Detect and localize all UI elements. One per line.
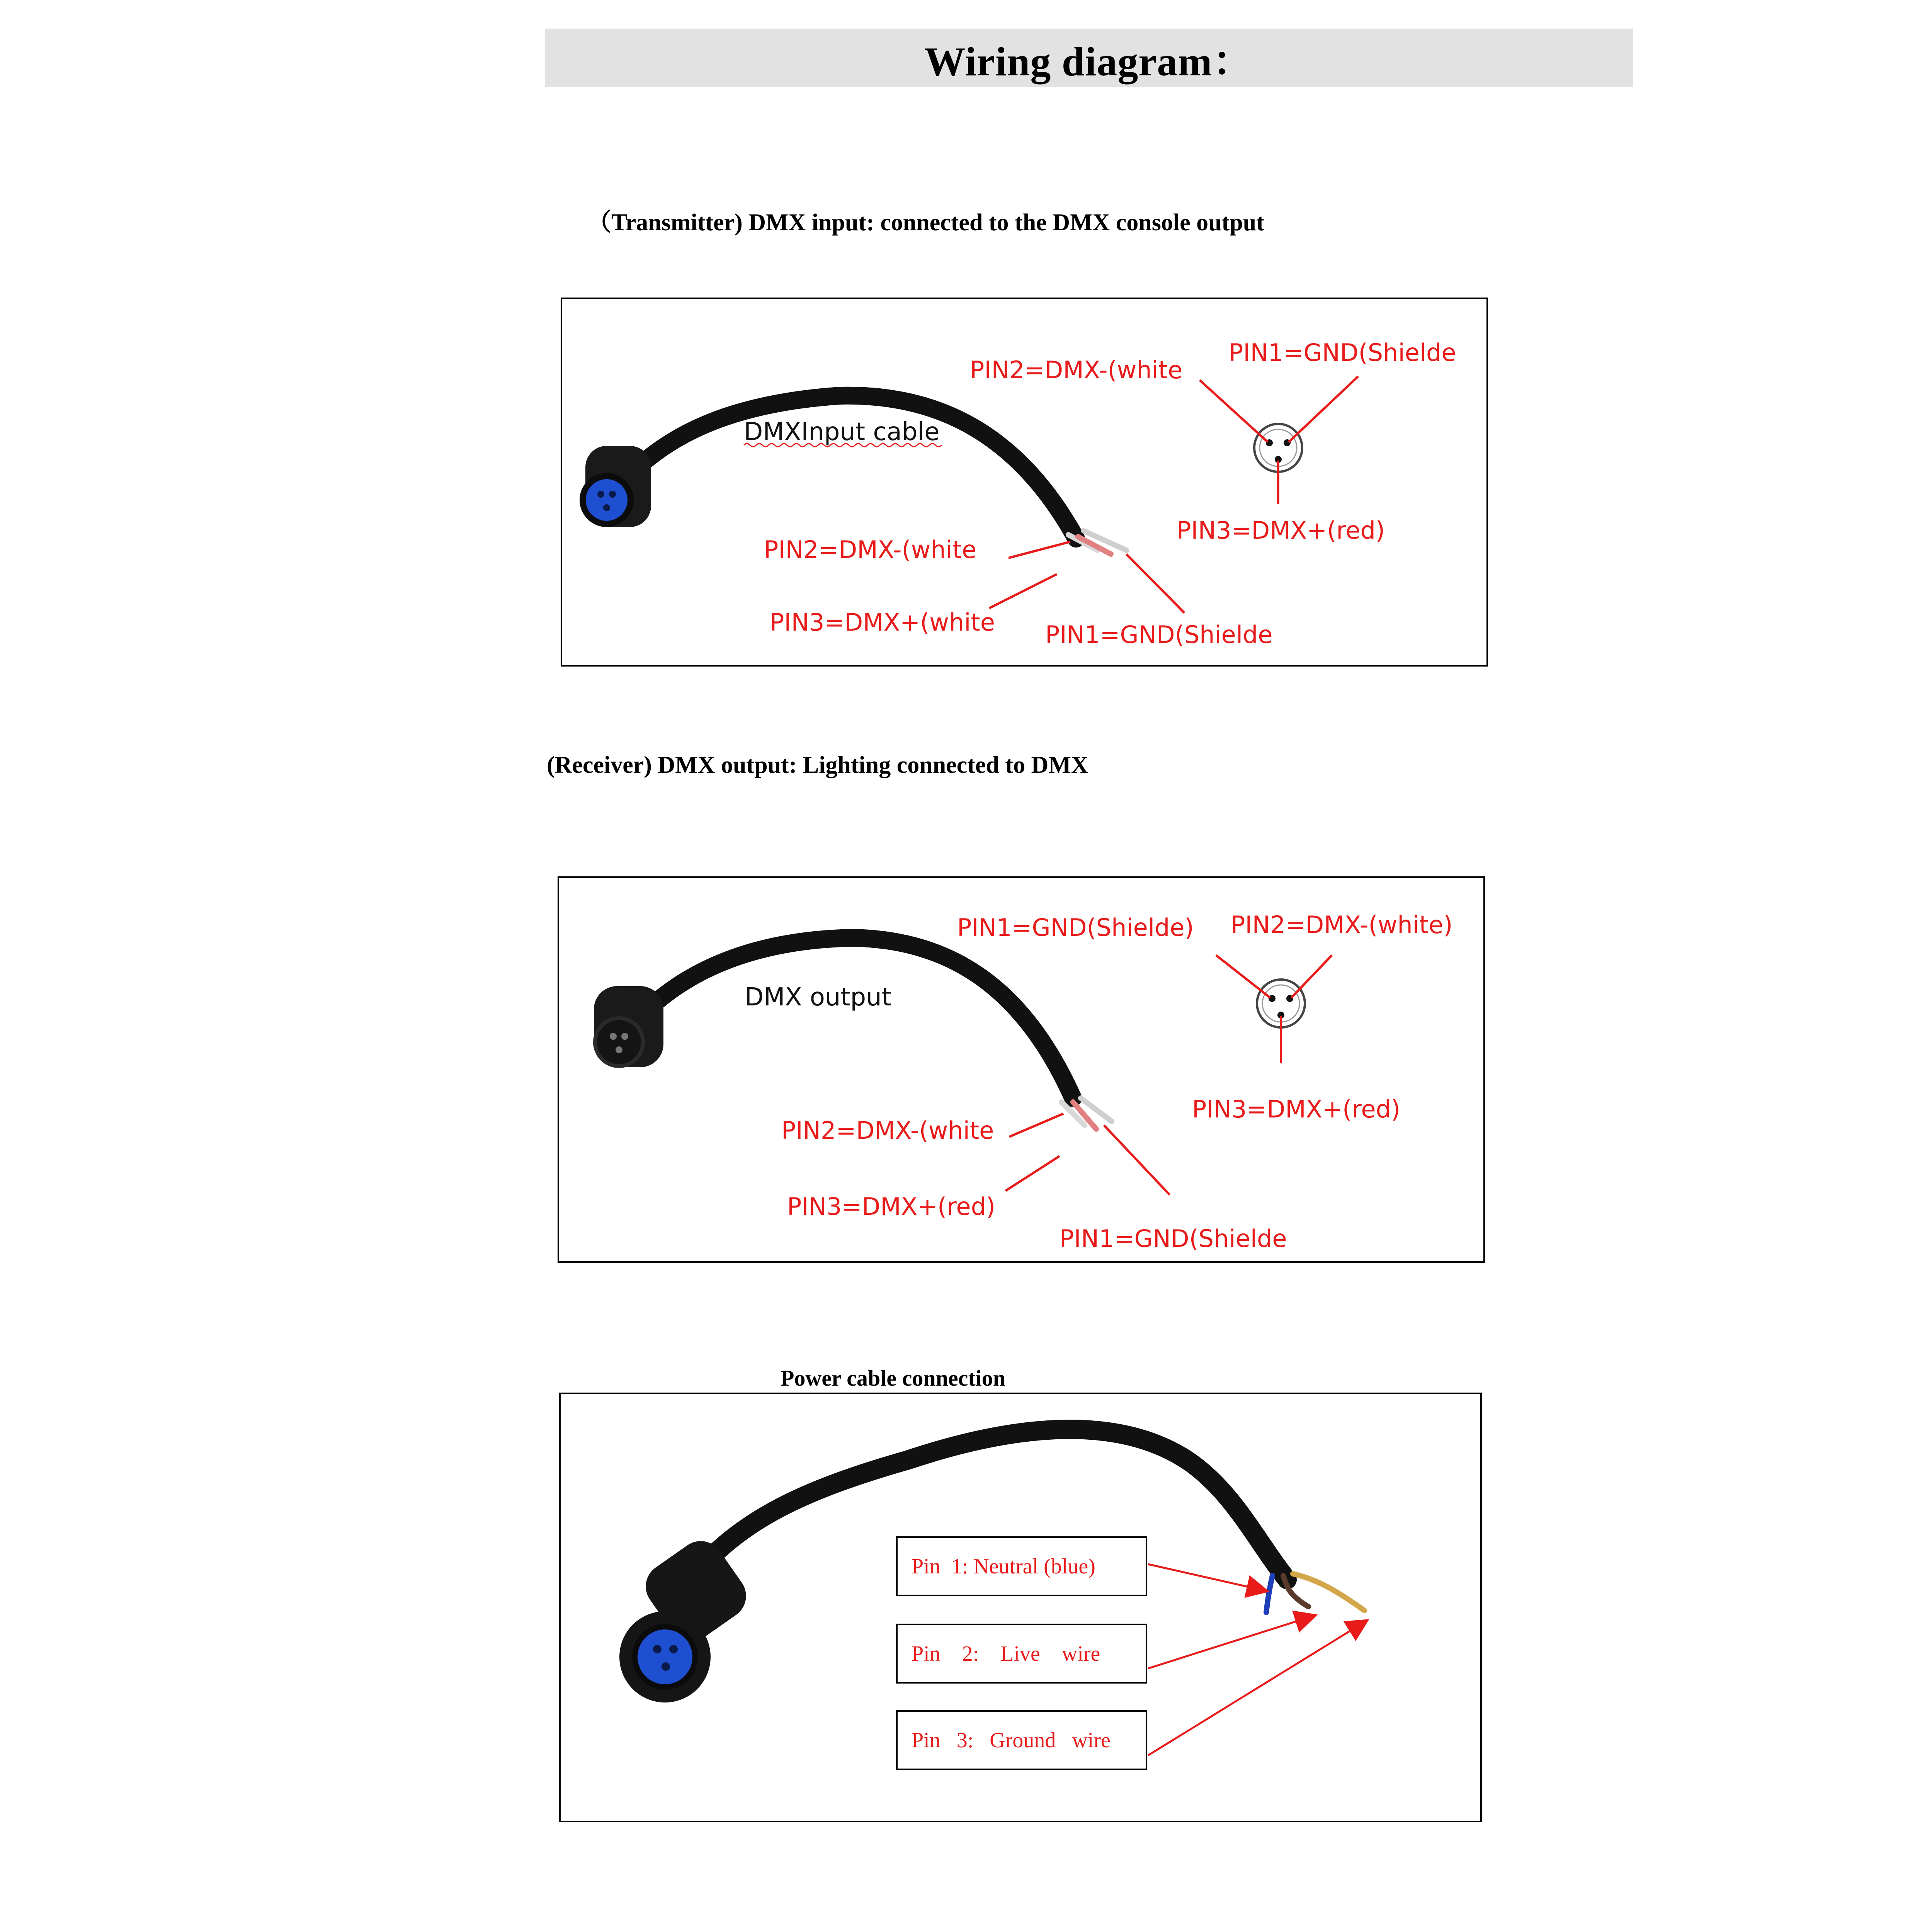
transmitter-wire-pin3-label: PIN3=DMX+(white bbox=[770, 608, 995, 636]
transmitter-face-pin1-label: PIN1=GND(Shielde bbox=[1229, 338, 1456, 367]
receiver-face-pin1-label: PIN1=GND(Shielde) bbox=[957, 913, 1194, 942]
receiver-cable-label: DMX output bbox=[745, 983, 891, 1012]
power-connector bbox=[619, 1532, 755, 1702]
transmitter-panel bbox=[561, 298, 1488, 667]
pin3-ground-box: Pin 3: Ground wire bbox=[896, 1710, 1147, 1770]
receiver-diagram bbox=[559, 878, 1486, 1264]
receiver-wire-pin2-label: PIN2=DMX-(white bbox=[781, 1116, 994, 1145]
pin2-live-box: Pin 2: Live wire bbox=[896, 1624, 1147, 1684]
receiver-cable bbox=[636, 938, 1073, 1098]
receiver-wire-pin1-label: PIN1=GND(Shielde bbox=[1060, 1225, 1287, 1253]
transmitter-diagram bbox=[562, 299, 1490, 668]
transmitter-face-pin2-label: PIN2=DMX-(white bbox=[970, 356, 1183, 384]
power-panel bbox=[559, 1393, 1482, 1822]
receiver-connector bbox=[594, 986, 663, 1067]
receiver-panel bbox=[558, 876, 1485, 1263]
transmitter-cable-label: DMXInput cable bbox=[744, 418, 940, 446]
page-title: Wiring diagram： bbox=[924, 39, 1254, 84]
receiver-caption: (Receiver) DMX output: Lighting connected to DMX bbox=[547, 752, 1088, 778]
transmitter-wire-pin2-label: PIN2=DMX-(white bbox=[764, 536, 977, 564]
pin1-neutral-box: Pin 1: Neutral (blue) bbox=[896, 1536, 1147, 1596]
transmitter-cable bbox=[620, 396, 1076, 539]
title-bar bbox=[545, 29, 1633, 87]
receiver-face-pin3-label: PIN3=DMX+(red) bbox=[1192, 1095, 1401, 1123]
power-caption: Power cable connection bbox=[781, 1366, 1006, 1391]
receiver-face-pin2-label: PIN2=DMX-(white) bbox=[1231, 911, 1453, 939]
transmitter-face-pin3-label: PIN3=DMX+(red) bbox=[1177, 516, 1385, 544]
transmitter-wire-pin1-label: PIN1=GND(Shielde bbox=[1045, 621, 1273, 649]
transmitter-connector bbox=[583, 446, 651, 527]
transmitter-caption: （Transmitter) DMX input: connected to the DMX console output bbox=[587, 209, 1264, 236]
receiver-wire-pin3-label: PIN3=DMX+(red) bbox=[787, 1192, 996, 1221]
wire-blue bbox=[1266, 1576, 1272, 1612]
